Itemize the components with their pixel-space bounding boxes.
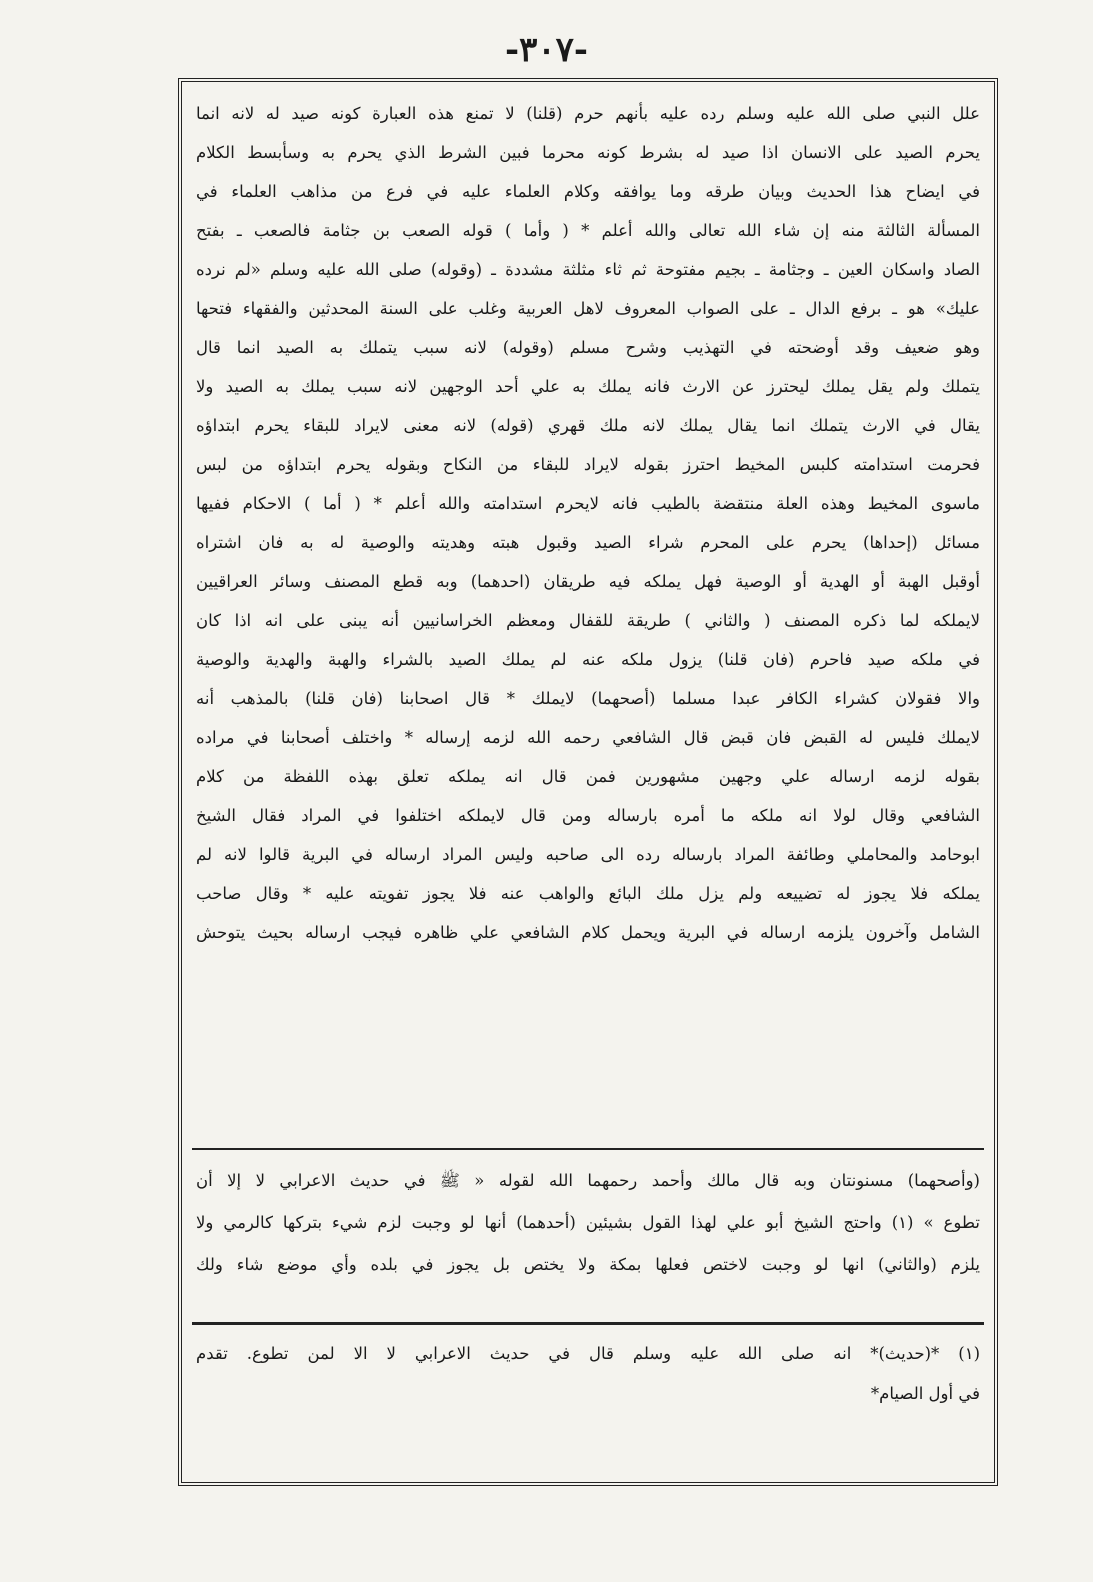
text-line: بقوله لزمه ارساله علي وجهين مشهورين فمن قال انه يملكه تعلق بهذه اللفظة من كلام xyxy=(196,767,980,786)
footnote-line: (١) *(حديث)* انه صلى الله عليه وسلم قال في حديث الاعرابي لا الا لمن تطوع. تقدم xyxy=(196,1344,980,1363)
text-line: ماسوى المخيط وهذه العلة منتقضة بالطيب فانه لايحرم استدامته والله أعلم * ( أما ) الاحكام ففيها xyxy=(196,494,980,513)
text-line: يحرم الصيد على الانسان اذا صيد له بشرط كونه محرما فبين الشرط الذي يحرم به وسأبسط الكلام xyxy=(196,143,980,162)
notes-text-block xyxy=(196,1160,980,1312)
note-line: (وأصحهما) مسنونتان وبه قال مالك وأحمد رحمهما الله لقوله « ﷺ في حديث الاعرابي لا إلا أن xyxy=(196,1171,980,1190)
text-line: لايملكه لما ذكره المصنف ( والثاني ) طريقة للقفال ومعظم الخراسانيين أنه يبنى على انه اذا كان xyxy=(196,611,980,630)
note-line: تطوع » (١) واحتج الشيخ أبو علي لهذا القول بشيئين (أحدهما) أنها لو وجبت لزم شيء بتركها كالرمي ولا xyxy=(196,1213,980,1232)
text-line: المسألة الثالثة منه إن شاء الله تعالى والله أعلم * ( وأما ) قوله الصعب بن جثامة فالصعب ـ بفتح xyxy=(196,221,980,240)
main-text-block xyxy=(196,94,980,1140)
section-divider xyxy=(192,1148,984,1150)
footnote-divider xyxy=(192,1322,984,1325)
text-line: والا فقولان كشراء الكافر عبدا مسلما (أصحهما) لايملك * قال اصحابنا (فان قلنا) بالمذهب أنه xyxy=(196,689,980,708)
text-line: فحرمت استدامته كلبس المخيط احترز بقوله لايراد للبقاء من النكاح وبقوله يحرم ابتداؤه من لبس xyxy=(196,455,980,474)
text-line: مسائل (إحداها) يحرم على المحرم شراء الصيد وقبول هبته وهديته والوصية له به فان اشتراه xyxy=(196,533,980,552)
text-line: الصاد واسكان العين ـ وجثامة ـ بجيم مفتوحة ثم ثاء مثلثة مشددة ـ (وقوله) صلى الله عليه وسلم «لم نرده xyxy=(196,260,980,279)
footnote-line: في أول الصيام* xyxy=(870,1384,980,1403)
text-line: وهو ضعيف وقد أوضحته في التهذيب وشرح مسلم (وقوله) لانه سبب يتملك به الصيد انما قال xyxy=(196,338,980,357)
page-frame xyxy=(178,78,998,1486)
text-line: الشافعي وقال لولا انه ملكه ما أمره بارساله ومن قال لايملكه اختلفوا في المراد فقال الشيخ xyxy=(196,806,980,825)
text-line: يقال في الارث يتملك انما يقال يملك لانه ملك قهري (قوله) لانه معنى لايراد للبقاء يحرم ابتداؤه xyxy=(196,416,980,435)
text-line: ابوحامد والمحاملي وطائفة المراد بارساله رده الى صاحبه وليس المراد ارساله في البرية قالوا لانه لم xyxy=(196,845,980,864)
footnote-block xyxy=(196,1334,980,1458)
text-line: يتملك ولم يقل يملك ليحترز عن الارث فانه يملك به علي أحد الوجهين لانه سبب يملك به الصيد ولا xyxy=(196,377,980,396)
page-number: -٣٠٧- xyxy=(504,30,589,70)
text-line: عليك» هو ـ برفع الدال ـ على الصواب المعروف لاهل العربية وغلب على السنة المحدثين والفقهاء فتحها xyxy=(196,299,980,318)
note-line: يلزم (والثاني) انها لو وجبت لاختص فعلها بمكة ولا يختص بل يجوز في بلده وأي موضع شاء ولك xyxy=(196,1255,980,1274)
text-line: في ايضاح هذا الحديث وبيان طرقه وما يوافقه وكلام العلماء عليه في فرع من مذاهب العلماء في xyxy=(196,182,980,201)
text-line: يملكه فلا يجوز له تضييعه ولم يزل ملك البائع والواهب عنه فلا يجوز تفويته عليه * وقال صاحب xyxy=(196,884,980,903)
text-line: لايملك فليس له القبض فان قبض قال الشافعي رحمه الله لزمه إرساله * واختلف أصحابنا في مراده xyxy=(196,728,980,747)
text-line: الشامل وآخرون يلزمه ارساله في البرية ويحمل كلام الشافعي علي ظاهره فيجب ارساله بحيث يتوحش xyxy=(196,923,980,942)
text-line: في ملكه صيد فاحرم (فان قلنا) يزول ملكه عنه لم يملك الصيد بالشراء والهبة والهدية والوصية xyxy=(196,650,980,669)
text-line: أوقبل الهبة أو الهدية أو الوصية فهل يملكه فيه طريقان (احدهما) وبه قطع المصنف وسائر العراقيين xyxy=(196,572,980,591)
text-line: علل النبي صلى الله عليه وسلم رده عليه بأنهم حرم (قلنا) لا تمنع هذه العبارة كونه صيد له لانه انما xyxy=(196,104,980,123)
